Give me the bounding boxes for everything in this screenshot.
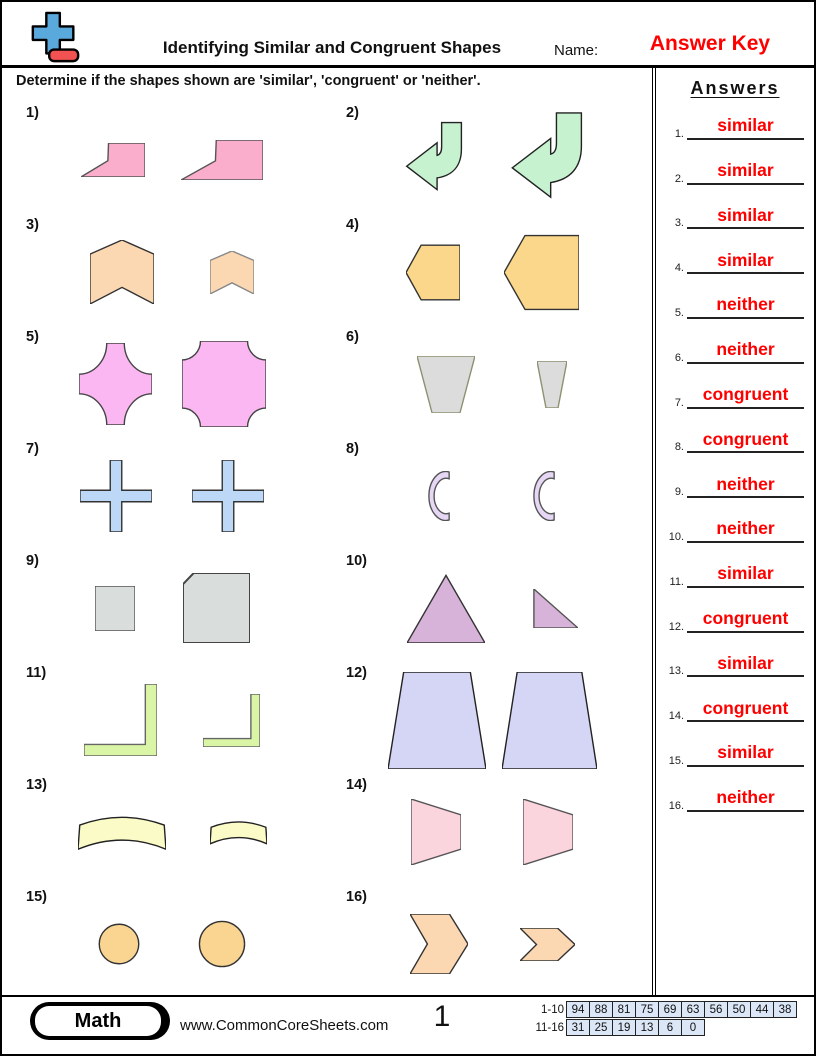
pentagon-shape [504, 234, 579, 311]
answer-value: neither [687, 789, 804, 812]
shape-pair [12, 211, 332, 323]
answer-number: 1. [674, 127, 684, 140]
concave-square-shape [79, 343, 152, 425]
problem-number: 11) [26, 665, 47, 681]
answer-number: 12. [668, 620, 684, 633]
pentagon-shape [406, 244, 460, 301]
boot-shape [81, 143, 145, 177]
shape-pair [332, 435, 652, 547]
problem-number: 5) [26, 329, 39, 345]
problem-cell [12, 659, 332, 771]
answer-value: similar [687, 744, 804, 767]
score-row [528, 1019, 810, 1036]
answer-item [658, 369, 812, 414]
answer-item [658, 548, 812, 593]
problem-cell [332, 659, 652, 771]
triangle-shape [407, 574, 485, 643]
answer-item [658, 458, 812, 503]
answer-number: 5. [674, 306, 684, 319]
footer-divider [2, 995, 814, 997]
answer-item [658, 503, 812, 548]
score-row-label: 11-16 [535, 1021, 564, 1034]
answer-number: 10. [668, 530, 684, 543]
minus-icon [49, 50, 78, 62]
answer-number: 3. [674, 217, 684, 230]
shape-pair [332, 659, 652, 771]
score-cell: 88 [589, 1001, 613, 1018]
score-cell: 19 [612, 1019, 636, 1036]
problems-grid [12, 99, 654, 995]
shape-pair [12, 883, 332, 995]
problem-number: 1) [26, 105, 39, 121]
curved-band-shape [210, 819, 267, 845]
score-row-label: 1-10 [540, 1003, 564, 1016]
answer-number: 2. [674, 172, 684, 185]
side-trapezoid-shape [523, 799, 573, 865]
score-cell: 94 [566, 1001, 590, 1018]
problem-cell [12, 435, 332, 547]
answer-item [658, 593, 812, 638]
arc-c-shape [427, 471, 452, 521]
answer-item [658, 190, 812, 235]
answers-heading: Answers [690, 78, 780, 98]
answer-item [658, 772, 812, 817]
score-cell: 69 [658, 1001, 682, 1018]
square-shape [95, 586, 135, 631]
score-cell: 0 [681, 1019, 705, 1036]
cross-shape [80, 460, 152, 532]
answer-value: neither [687, 296, 804, 319]
answer-value: congruent [687, 386, 804, 409]
circle-shape [98, 923, 140, 965]
problem-number: 8) [346, 441, 359, 457]
score-cell: 81 [612, 1001, 636, 1018]
problem-number: 15) [26, 889, 47, 905]
score-cell: 25 [589, 1019, 613, 1036]
answer-item [658, 100, 812, 145]
chevron-arrow-shape [410, 914, 468, 974]
banner-chevron-shape [210, 251, 254, 294]
score-cell: 44 [750, 1001, 774, 1018]
trapezoid-shape [502, 672, 597, 769]
answer-value: similar [687, 117, 804, 140]
concave-square-shape [182, 341, 266, 427]
subject-label: Math [35, 1006, 161, 1036]
chevron-arrow-shape [520, 928, 575, 961]
trapezoid-shape [388, 672, 486, 769]
problem-cell [12, 323, 332, 435]
answer-value: similar [687, 565, 804, 588]
shape-pair [12, 99, 332, 211]
page-title: Identifying Similar and Congruent Shapes [162, 38, 502, 57]
score-cell: 56 [704, 1001, 728, 1018]
answers-column [658, 68, 812, 817]
problem-number: 9) [26, 553, 39, 569]
answer-item [658, 324, 812, 369]
shape-pair [12, 323, 332, 435]
problem-number: 13) [26, 777, 47, 793]
problem-cell [12, 883, 332, 995]
l-shape [203, 694, 260, 747]
problem-cell [332, 771, 652, 883]
answer-value: congruent [687, 700, 804, 723]
shape-pair [12, 435, 332, 547]
score-table [528, 1001, 810, 1037]
answer-value: neither [687, 341, 804, 364]
plus-icon [33, 13, 73, 54]
answer-number: 14. [668, 710, 684, 723]
problem-cell [12, 99, 332, 211]
shape-pair [12, 547, 332, 659]
problem-cell [12, 211, 332, 323]
name-label: Name: [554, 42, 599, 59]
problem-cell [332, 99, 652, 211]
score-cell: 13 [635, 1019, 659, 1036]
problem-cell [12, 771, 332, 883]
answer-number: 4. [674, 262, 684, 275]
shape-pair [332, 211, 652, 323]
chamfered-square-shape [183, 573, 250, 643]
score-cell: 50 [727, 1001, 751, 1018]
answer-value: similar [687, 655, 804, 678]
problem-cell [332, 883, 652, 995]
problem-number: 2) [346, 105, 359, 121]
score-cell: 31 [566, 1019, 590, 1036]
problem-number: 14) [346, 777, 367, 793]
shape-pair [12, 659, 332, 771]
arc-c-shape [532, 471, 557, 521]
problem-cell [332, 323, 652, 435]
answer-value: similar [687, 207, 804, 230]
score-row [528, 1001, 810, 1018]
problem-number: 10) [346, 553, 367, 569]
side-trapezoid-shape [411, 799, 461, 865]
answer-number: 8. [674, 441, 684, 454]
shape-pair [332, 323, 652, 435]
website-url: www.CommonCoreSheets.com [180, 1017, 389, 1034]
shape-pair [332, 883, 652, 995]
answer-item [658, 279, 812, 324]
answer-value: similar [687, 162, 804, 185]
shape-pair [332, 771, 652, 883]
trapezoid-shape [537, 361, 567, 408]
answer-item [658, 414, 812, 459]
problem-cell [332, 547, 652, 659]
l-shape [84, 684, 157, 756]
answer-item [658, 638, 812, 683]
answer-item [658, 682, 812, 727]
answer-value: similar [687, 252, 804, 275]
circle-shape [198, 920, 246, 968]
answer-number: 9. [674, 486, 684, 499]
trapezoid-shape [417, 356, 475, 413]
answer-number: 16. [668, 799, 684, 812]
answer-item [658, 727, 812, 772]
answer-number: 13. [668, 665, 684, 678]
answer-value: congruent [687, 610, 804, 633]
answer-number: 7. [674, 396, 684, 409]
score-cell: 38 [773, 1001, 797, 1018]
answer-key-text: Answer Key [649, 32, 771, 55]
answer-value: neither [687, 476, 804, 499]
commoncoresheets-logo [28, 10, 82, 64]
answer-item [658, 145, 812, 190]
answer-number: 11. [669, 575, 684, 588]
answers-list [658, 100, 812, 817]
shape-pair [332, 99, 652, 211]
cross-shape [192, 460, 264, 532]
shape-pair [332, 547, 652, 659]
problem-number: 4) [346, 217, 359, 233]
instruction-text: Determine if the shapes shown are 'similar', 'congruent' or 'neither'. [16, 73, 481, 89]
curved-arrow-shape [495, 111, 591, 209]
problem-number: 12) [346, 665, 367, 681]
score-cell: 63 [681, 1001, 705, 1018]
problem-number: 3) [26, 217, 39, 233]
score-cell: 75 [635, 1001, 659, 1018]
problem-cell [332, 211, 652, 323]
banner-chevron-shape [90, 240, 154, 304]
problem-number: 7) [26, 441, 39, 457]
problem-cell [12, 547, 332, 659]
page-number: 1 [433, 1000, 451, 1033]
subject-badge [30, 1002, 170, 1040]
curved-band-shape [78, 813, 166, 851]
answer-item [658, 234, 812, 279]
score-cell: 6 [658, 1019, 682, 1036]
right-triangle-shape [533, 589, 578, 628]
problem-cell [332, 435, 652, 547]
answer-value: congruent [687, 431, 804, 454]
curved-arrow-shape [393, 121, 469, 199]
answers-divider [652, 68, 656, 995]
boot-shape [181, 140, 263, 180]
shape-pair [12, 771, 332, 883]
footer [2, 998, 814, 1056]
problem-number: 16) [346, 889, 367, 905]
answer-number: 6. [674, 351, 684, 364]
answer-number: 15. [668, 754, 684, 767]
answer-value: neither [687, 520, 804, 543]
problem-number: 6) [346, 329, 359, 345]
